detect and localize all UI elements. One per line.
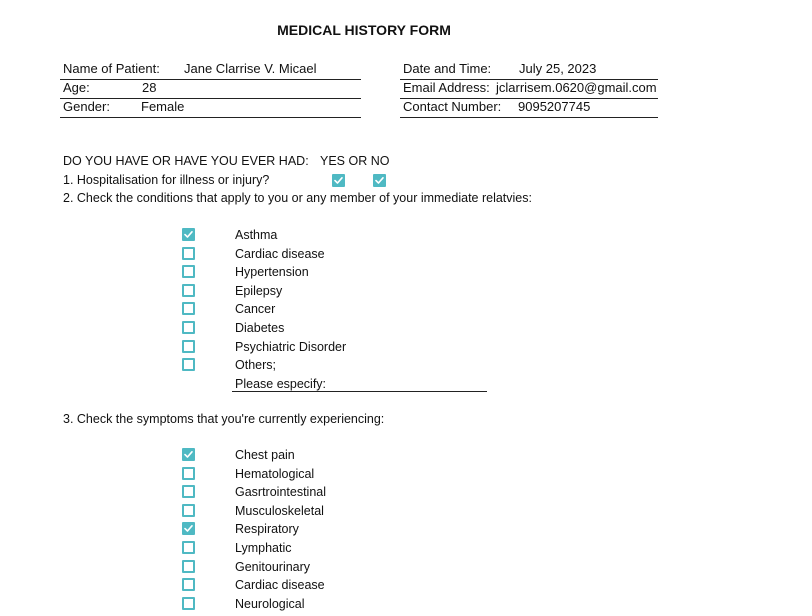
symptom-checkbox[interactable] xyxy=(182,560,195,573)
yes-no-label: YES OR NO xyxy=(320,154,390,168)
symptom-checkbox[interactable] xyxy=(182,597,195,610)
email-row xyxy=(400,79,658,99)
form-title: MEDICAL HISTORY FORM xyxy=(277,22,451,38)
condition-label: Others; xyxy=(235,358,276,373)
symptom-checkbox[interactable] xyxy=(182,541,195,554)
contact-field[interactable]: 9095207745 xyxy=(518,99,591,114)
email-field[interactable]: jclarrisem.0620@gmail.com xyxy=(496,80,657,95)
symptom-label: Genitourinary xyxy=(235,559,311,574)
patient-gender-row xyxy=(60,98,361,118)
condition-label: Cardiac disease xyxy=(235,246,325,261)
contact-row xyxy=(400,98,658,118)
patient-gender-label: Gender: xyxy=(63,99,110,114)
condition-checkbox[interactable] xyxy=(182,228,195,241)
symptom-label: Hematological xyxy=(235,466,315,481)
date-time-label: Date and Time: xyxy=(403,61,492,76)
date-time-row xyxy=(400,60,658,80)
condition-checkbox[interactable] xyxy=(182,302,195,315)
condition-label: Epilepsy xyxy=(235,283,283,298)
symptom-label: Neurological xyxy=(235,596,305,611)
email-label: Email Address: xyxy=(403,80,490,95)
patient-name-row xyxy=(60,60,361,80)
symptom-label: Cardiac disease xyxy=(235,578,325,593)
condition-label: Asthma xyxy=(235,228,278,242)
patient-gender-field[interactable]: Female xyxy=(141,99,185,114)
symptom-checkbox[interactable] xyxy=(182,578,195,591)
question-3: 3. Check the symptoms that you're currently experiencing: xyxy=(63,412,385,426)
patient-age-label: Age: xyxy=(63,80,90,95)
specify-label: Please especify: xyxy=(235,377,327,391)
condition-label: Psychiatric Disorder xyxy=(235,339,347,354)
symptom-checkbox[interactable] xyxy=(182,504,195,517)
condition-checkbox[interactable] xyxy=(182,265,195,278)
patient-name-field[interactable]: Jane Clarrise V. Micael xyxy=(184,61,317,76)
condition-label: Diabetes xyxy=(235,321,285,335)
question-1: 1. Hospitalisation for illness or injury? xyxy=(63,173,270,187)
condition-checkbox[interactable] xyxy=(182,340,195,353)
symptom-checkbox[interactable] xyxy=(182,522,195,535)
question-2: 2. Check the conditions that apply to you or any member of your immediate relatvies: xyxy=(63,191,532,205)
contact-label: Contact Number: xyxy=(403,99,502,114)
patient-name-label: Name of Patient: xyxy=(63,61,160,76)
patient-age-row xyxy=(60,79,361,99)
symptom-checkbox[interactable] xyxy=(182,448,195,461)
questions-header: DO YOU HAVE OR HAVE YOU EVER HAD: xyxy=(63,154,309,168)
specify-input[interactable] xyxy=(232,391,487,392)
symptom-label: Respiratory xyxy=(235,522,299,537)
symptom-checkbox[interactable] xyxy=(182,467,195,480)
date-time-field[interactable]: July 25, 2023 xyxy=(519,61,597,76)
q1-no-checkbox[interactable] xyxy=(373,174,386,187)
condition-label: Cancer xyxy=(235,302,276,317)
symptom-label: Chest pain xyxy=(235,448,295,462)
condition-label: Hypertension xyxy=(235,265,309,280)
condition-checkbox[interactable] xyxy=(182,321,195,334)
condition-checkbox[interactable] xyxy=(182,247,195,260)
condition-checkbox[interactable] xyxy=(182,284,195,297)
condition-checkbox[interactable] xyxy=(182,358,195,371)
symptom-label: Gasrtrointestinal xyxy=(235,485,327,500)
symptom-checkbox[interactable] xyxy=(182,485,195,498)
symptom-label: Musculoskeletal xyxy=(235,503,324,518)
symptom-label: Lymphatic xyxy=(235,541,292,555)
q1-yes-checkbox[interactable] xyxy=(332,174,345,187)
patient-age-field[interactable]: 28 xyxy=(142,80,157,95)
